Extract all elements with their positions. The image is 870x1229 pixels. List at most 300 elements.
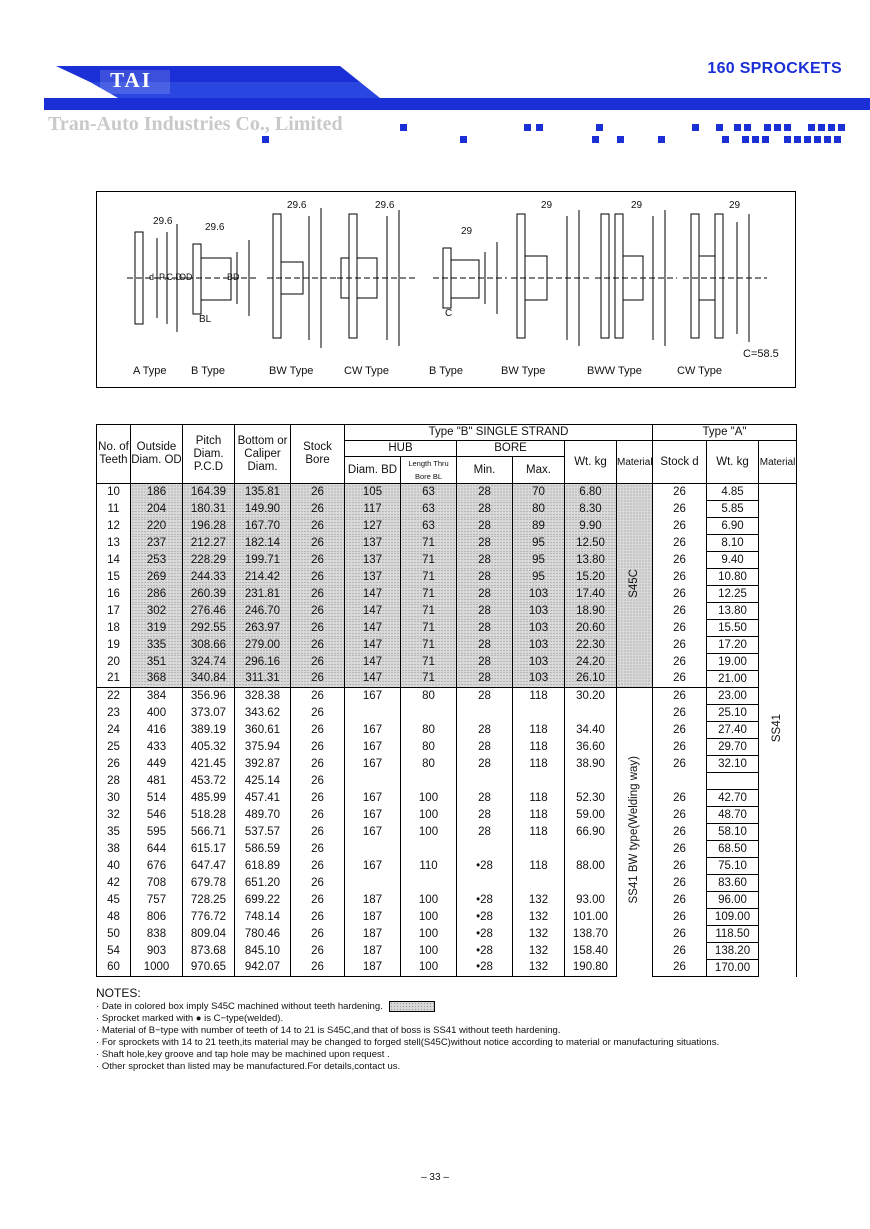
table-cell: 167 xyxy=(345,688,401,705)
table-cell: 26 xyxy=(291,773,345,790)
notes-title: NOTES: xyxy=(96,986,141,1000)
weight-a-cell: 27.40 xyxy=(707,722,759,739)
note-item: · Other sprocket than listed may be manufactured.For details,contact us. xyxy=(96,1061,401,1073)
table-cell xyxy=(457,841,513,858)
type-label: B Type xyxy=(429,365,464,377)
section-title: 160 SPROCKETS xyxy=(707,60,842,77)
table-cell: 708 xyxy=(131,875,183,892)
table-cell: 647.47 xyxy=(183,858,235,875)
table-row xyxy=(97,705,797,722)
table-cell: 60 xyxy=(97,960,131,977)
table-row xyxy=(97,807,797,824)
table-cell: 180.31 xyxy=(183,501,235,518)
table-cell: 28 xyxy=(457,484,513,501)
table-cell: 776.72 xyxy=(183,909,235,926)
table-cell: 518.28 xyxy=(183,807,235,824)
table-cell: 26 xyxy=(291,688,345,705)
table-cell xyxy=(565,841,617,858)
weight-a-cell: 138.20 xyxy=(707,943,759,960)
table-cell: 26 xyxy=(291,620,345,637)
table-cell: 1000 xyxy=(131,960,183,977)
weight-a-cell: 75.10 xyxy=(707,858,759,875)
table-cell: 296.16 xyxy=(235,654,291,671)
table-cell: 132 xyxy=(513,926,565,943)
table-cell: 103 xyxy=(513,586,565,603)
table-cell: 286 xyxy=(131,586,183,603)
table-cell: 253 xyxy=(131,552,183,569)
table-cell: 118 xyxy=(513,756,565,773)
stock-d-cell: 26 xyxy=(653,790,707,807)
table-row xyxy=(97,688,797,705)
table-cell: 26 xyxy=(291,569,345,586)
weight-a-cell: 25.10 xyxy=(707,705,759,722)
table-cell: 360.61 xyxy=(235,722,291,739)
stock-d-cell: 26 xyxy=(653,688,707,705)
table-cell: 18.90 xyxy=(565,603,617,620)
table-cell: 263.97 xyxy=(235,620,291,637)
table-cell: 40 xyxy=(97,858,131,875)
table-cell: 71 xyxy=(401,535,457,552)
weight-a-cell: 5.85 xyxy=(707,501,759,518)
table-row xyxy=(97,739,797,756)
table-cell: 52.30 xyxy=(565,790,617,807)
stock-d-cell: 26 xyxy=(653,637,707,654)
stock-d-cell: 26 xyxy=(653,518,707,535)
table-cell: 71 xyxy=(401,586,457,603)
table-cell: 80 xyxy=(401,739,457,756)
table-cell: 28 xyxy=(457,807,513,824)
note-item: · Shaft hole,key groove and tap hole may be machined upon request . xyxy=(96,1049,390,1061)
table-cell xyxy=(513,773,565,790)
table-cell: 26 xyxy=(291,518,345,535)
table-cell: •28 xyxy=(457,892,513,909)
dim-label: 29.6 xyxy=(205,222,225,233)
table-cell: 416 xyxy=(131,722,183,739)
table-cell: 132 xyxy=(513,909,565,926)
table-cell: 28 xyxy=(457,501,513,518)
dim-label: d xyxy=(149,272,155,282)
table-cell: 100 xyxy=(401,909,457,926)
table-cell: 196.28 xyxy=(183,518,235,535)
table-cell: 118 xyxy=(513,824,565,841)
table-cell: 30.20 xyxy=(565,688,617,705)
note-item: · Material of B−type with number of teeth of 14 to 21 is S45C,and that of boss is SS41 without teeth hardening. xyxy=(96,1025,561,1037)
table-row xyxy=(97,586,797,603)
table-cell: 26 xyxy=(291,926,345,943)
table-cell: 26.10 xyxy=(565,671,617,688)
stock-d-cell: 26 xyxy=(653,824,707,841)
note-item: · Sprocket marked with ● is C−type(welded). xyxy=(96,1013,284,1025)
table-cell: 757 xyxy=(131,892,183,909)
table-cell: 26 xyxy=(97,756,131,773)
weight-a-cell: 118.50 xyxy=(707,926,759,943)
sprocket-drawings xyxy=(97,192,795,387)
table-cell: 20.60 xyxy=(565,620,617,637)
material-ss41: SS41 xyxy=(759,484,797,977)
header-max: Max. xyxy=(513,457,565,484)
type-label: A Type xyxy=(133,365,167,377)
material-s45c: S45C xyxy=(617,484,653,688)
table-cell: 22.30 xyxy=(565,637,617,654)
table-cell: •28 xyxy=(457,960,513,977)
stock-d-cell: 26 xyxy=(653,875,707,892)
table-cell: 514 xyxy=(131,790,183,807)
table-cell: 308.66 xyxy=(183,637,235,654)
weight-a-cell: 4.85 xyxy=(707,484,759,501)
table-cell: 100 xyxy=(401,807,457,824)
table-cell: 16 xyxy=(97,586,131,603)
stock-d-cell: 26 xyxy=(653,960,707,977)
table-cell: 311.31 xyxy=(235,671,291,688)
type-label: BW Type xyxy=(269,365,314,377)
table-cell: 8.30 xyxy=(565,501,617,518)
table-cell xyxy=(345,875,401,892)
stock-d-cell: 26 xyxy=(653,892,707,909)
table-row xyxy=(97,773,797,790)
header-pitch-diam: Pitch Diam. P.C.D xyxy=(183,425,235,484)
table-cell: 28 xyxy=(457,756,513,773)
table-cell xyxy=(401,875,457,892)
table-cell: 809.04 xyxy=(183,926,235,943)
table-cell: 26 xyxy=(291,705,345,722)
table-cell: 586.59 xyxy=(235,841,291,858)
table-row xyxy=(97,603,797,620)
table-cell: 14 xyxy=(97,552,131,569)
table-row xyxy=(97,841,797,858)
table-cell xyxy=(565,875,617,892)
table-cell: 100 xyxy=(401,943,457,960)
table-cell: 103 xyxy=(513,637,565,654)
table-cell: 28 xyxy=(457,518,513,535)
table-cell: 45 xyxy=(97,892,131,909)
dim-label: 29.6 xyxy=(287,200,307,211)
sprocket-type-diagram xyxy=(96,191,796,388)
dim-label: OD xyxy=(179,272,193,282)
table-cell: 28 xyxy=(457,620,513,637)
table-cell: 12.50 xyxy=(565,535,617,552)
table-cell: 118 xyxy=(513,790,565,807)
stock-d-cell: 26 xyxy=(653,926,707,943)
stock-d-cell: 26 xyxy=(653,603,707,620)
table-cell: 100 xyxy=(401,926,457,943)
table-cell xyxy=(345,841,401,858)
stock-d-cell: 26 xyxy=(653,484,707,501)
table-cell: •28 xyxy=(457,943,513,960)
table-cell: 28 xyxy=(457,535,513,552)
table-cell: 147 xyxy=(345,620,401,637)
weight-a-cell: 109.00 xyxy=(707,909,759,926)
table-row xyxy=(97,654,797,671)
header-type-a: Type "A" xyxy=(653,425,797,441)
stock-d-cell: 26 xyxy=(653,722,707,739)
table-cell: 19 xyxy=(97,637,131,654)
table-cell: 135.81 xyxy=(235,484,291,501)
table-cell: 23 xyxy=(97,705,131,722)
table-cell: 425.14 xyxy=(235,773,291,790)
table-cell: 147 xyxy=(345,654,401,671)
table-row xyxy=(97,484,797,501)
table-cell: 537.57 xyxy=(235,824,291,841)
table-cell xyxy=(401,773,457,790)
table-cell: 66.90 xyxy=(565,824,617,841)
table-cell: 942.07 xyxy=(235,960,291,977)
table-row xyxy=(97,824,797,841)
dim-label: BL xyxy=(199,314,212,325)
table-cell: 28 xyxy=(457,739,513,756)
weight-a-cell: 12.25 xyxy=(707,586,759,603)
table-cell: 26 xyxy=(291,739,345,756)
table-cell: •28 xyxy=(457,909,513,926)
table-cell: 228.29 xyxy=(183,552,235,569)
weight-a-cell: 13.80 xyxy=(707,603,759,620)
table-cell: 22 xyxy=(97,688,131,705)
table-cell: 103 xyxy=(513,654,565,671)
table-cell: 279.00 xyxy=(235,637,291,654)
table-cell: 13.80 xyxy=(565,552,617,569)
sprocket-spec-table xyxy=(96,424,797,977)
table-cell: 302 xyxy=(131,603,183,620)
stock-d-cell: 26 xyxy=(653,909,707,926)
table-cell: 26 xyxy=(291,807,345,824)
table-cell xyxy=(513,875,565,892)
table-cell: 20 xyxy=(97,654,131,671)
table-cell: 38.90 xyxy=(565,756,617,773)
table-cell: 95 xyxy=(513,569,565,586)
table-cell: 28 xyxy=(457,790,513,807)
table-cell: 30 xyxy=(97,790,131,807)
table-cell: 26 xyxy=(291,892,345,909)
header-wt-a: Wt. kg xyxy=(707,441,759,484)
table-cell: 212.27 xyxy=(183,535,235,552)
table-cell: 89 xyxy=(513,518,565,535)
table-cell: 6.80 xyxy=(565,484,617,501)
table-cell: 26 xyxy=(291,535,345,552)
table-cell: 26 xyxy=(291,654,345,671)
table-cell: 17.40 xyxy=(565,586,617,603)
dim-label: 29.6 xyxy=(153,216,173,227)
table-cell: 71 xyxy=(401,552,457,569)
table-cell: 187 xyxy=(345,909,401,926)
table-cell: 167 xyxy=(345,824,401,841)
table-cell: 9.90 xyxy=(565,518,617,535)
type-label: CW Type xyxy=(677,365,723,377)
stock-d-cell: 26 xyxy=(653,705,707,722)
table-cell: 132 xyxy=(513,960,565,977)
table-cell: 13 xyxy=(97,535,131,552)
table-cell: 10 xyxy=(97,484,131,501)
table-cell: 182.14 xyxy=(235,535,291,552)
table-cell: 132 xyxy=(513,943,565,960)
weight-a-cell: 21.00 xyxy=(707,671,759,688)
table-cell: 138.70 xyxy=(565,926,617,943)
table-cell: 118 xyxy=(513,688,565,705)
dim-label: 29 xyxy=(729,200,741,211)
company-name: Tran-Auto Industries Co., Limited xyxy=(48,113,343,135)
table-cell: 356.96 xyxy=(183,688,235,705)
table-cell: 137 xyxy=(345,552,401,569)
table-cell: 95 xyxy=(513,552,565,569)
table-cell: 71 xyxy=(401,654,457,671)
table-cell: 88.00 xyxy=(565,858,617,875)
table-cell: 457.41 xyxy=(235,790,291,807)
table-cell: 400 xyxy=(131,705,183,722)
table-cell: 95 xyxy=(513,535,565,552)
table-cell: 167 xyxy=(345,722,401,739)
table-cell: 269 xyxy=(131,569,183,586)
table-cell: 26 xyxy=(291,756,345,773)
table-cell: 187 xyxy=(345,960,401,977)
table-cell xyxy=(401,841,457,858)
table-cell: 15.20 xyxy=(565,569,617,586)
header-material-b: Material xyxy=(617,441,653,484)
table-cell: 679.78 xyxy=(183,875,235,892)
table-cell: 244.33 xyxy=(183,569,235,586)
dim-label: 29.6 xyxy=(375,200,395,211)
table-cell: 103 xyxy=(513,671,565,688)
table-cell: 566.71 xyxy=(183,824,235,841)
table-cell: 449 xyxy=(131,756,183,773)
table-cell: 26 xyxy=(291,875,345,892)
table-cell: 319 xyxy=(131,620,183,637)
stock-d-cell: 26 xyxy=(653,807,707,824)
table-cell: 103 xyxy=(513,620,565,637)
table-cell: 489.70 xyxy=(235,807,291,824)
header-material-a: Material xyxy=(759,441,797,484)
table-row xyxy=(97,518,797,535)
table-cell: 24.20 xyxy=(565,654,617,671)
table-row xyxy=(97,552,797,569)
table-cell xyxy=(457,875,513,892)
table-cell: 187 xyxy=(345,943,401,960)
table-cell: 132 xyxy=(513,892,565,909)
table-cell: 970.65 xyxy=(183,960,235,977)
table-cell: •28 xyxy=(457,926,513,943)
stock-d-cell: 26 xyxy=(653,858,707,875)
table-cell: 59.00 xyxy=(565,807,617,824)
header-diam-bd: Diam. BD xyxy=(345,457,401,484)
table-cell: 127 xyxy=(345,518,401,535)
stock-d-cell: 26 xyxy=(653,841,707,858)
table-cell: 26 xyxy=(291,552,345,569)
table-cell: 187 xyxy=(345,892,401,909)
header-min: Min. xyxy=(457,457,513,484)
header-length: Length Thru Bore BL xyxy=(401,457,457,484)
table-cell: 71 xyxy=(401,569,457,586)
table-cell: 260.39 xyxy=(183,586,235,603)
table-cell: 392.87 xyxy=(235,756,291,773)
table-cell: 63 xyxy=(401,518,457,535)
table-cell: 147 xyxy=(345,586,401,603)
table-cell: 21 xyxy=(97,671,131,688)
table-cell: 595 xyxy=(131,824,183,841)
table-cell: 32 xyxy=(97,807,131,824)
weight-a-cell: 6.90 xyxy=(707,518,759,535)
table-cell xyxy=(401,705,457,722)
header-hub: HUB xyxy=(345,441,457,457)
note-item: · Date in colored box imply S45C machined without teeth hardening. xyxy=(96,1001,816,1013)
table-cell: 26 xyxy=(291,671,345,688)
header-wt-b: Wt. kg xyxy=(565,441,617,484)
c-note: C=58.5 xyxy=(743,348,779,360)
table-cell: 110 xyxy=(401,858,457,875)
table-row xyxy=(97,892,797,909)
table-cell: 26 xyxy=(291,484,345,501)
table-cell: 167 xyxy=(345,739,401,756)
table-cell: 26 xyxy=(291,586,345,603)
table-cell: 164.39 xyxy=(183,484,235,501)
material-bw: SS41 BW type(Welding way) xyxy=(617,688,653,977)
stock-d-cell: 26 xyxy=(653,552,707,569)
shaded-swatch xyxy=(389,1001,435,1012)
table-cell: 28 xyxy=(457,552,513,569)
table-cell: 384 xyxy=(131,688,183,705)
table-cell xyxy=(345,705,401,722)
weight-a-cell: 19.00 xyxy=(707,654,759,671)
table-cell: 618.89 xyxy=(235,858,291,875)
table-cell: 71 xyxy=(401,620,457,637)
page-number: – 33 – xyxy=(421,1172,449,1183)
table-cell: 368 xyxy=(131,671,183,688)
table-cell: 873.68 xyxy=(183,943,235,960)
header-outside-diam: Outside Diam. OD xyxy=(131,425,183,484)
table-cell xyxy=(457,773,513,790)
table-body xyxy=(97,484,797,977)
table-cell: 54 xyxy=(97,943,131,960)
table-cell: 149.90 xyxy=(235,501,291,518)
weight-a-cell: 68.50 xyxy=(707,841,759,858)
table-row xyxy=(97,875,797,892)
table-cell: 103 xyxy=(513,603,565,620)
stock-d-cell: 26 xyxy=(653,739,707,756)
table-cell: 15 xyxy=(97,569,131,586)
dim-label: BD xyxy=(227,272,240,282)
table-cell: 28 xyxy=(457,688,513,705)
table-cell: 26 xyxy=(291,501,345,518)
table-cell: 28 xyxy=(457,654,513,671)
table-cell: 71 xyxy=(401,603,457,620)
table-row xyxy=(97,569,797,586)
table-cell: 26 xyxy=(291,909,345,926)
table-cell: 28 xyxy=(457,824,513,841)
table-cell: 651.20 xyxy=(235,875,291,892)
table-cell: 26 xyxy=(291,722,345,739)
table-cell: 25 xyxy=(97,739,131,756)
table-cell: 340.84 xyxy=(183,671,235,688)
table-cell: 246.70 xyxy=(235,603,291,620)
table-row xyxy=(97,756,797,773)
table-cell: 343.62 xyxy=(235,705,291,722)
table-cell: 167 xyxy=(345,807,401,824)
table-cell: 147 xyxy=(345,671,401,688)
table-cell: 63 xyxy=(401,484,457,501)
table-cell: 351 xyxy=(131,654,183,671)
type-label: BW Type xyxy=(501,365,546,377)
dim-label: 29 xyxy=(541,200,553,211)
dim-label: 29 xyxy=(461,226,473,237)
table-cell: 28 xyxy=(457,671,513,688)
table-cell: 100 xyxy=(401,790,457,807)
weight-a-cell xyxy=(707,773,759,790)
table-row xyxy=(97,637,797,654)
weight-a-cell: 58.10 xyxy=(707,824,759,841)
table-cell: 36.60 xyxy=(565,739,617,756)
table-cell: 26 xyxy=(291,960,345,977)
table-cell: 806 xyxy=(131,909,183,926)
table-cell: 158.40 xyxy=(565,943,617,960)
header-bore: BORE xyxy=(457,441,565,457)
table-cell: 433 xyxy=(131,739,183,756)
table-cell: 80 xyxy=(513,501,565,518)
